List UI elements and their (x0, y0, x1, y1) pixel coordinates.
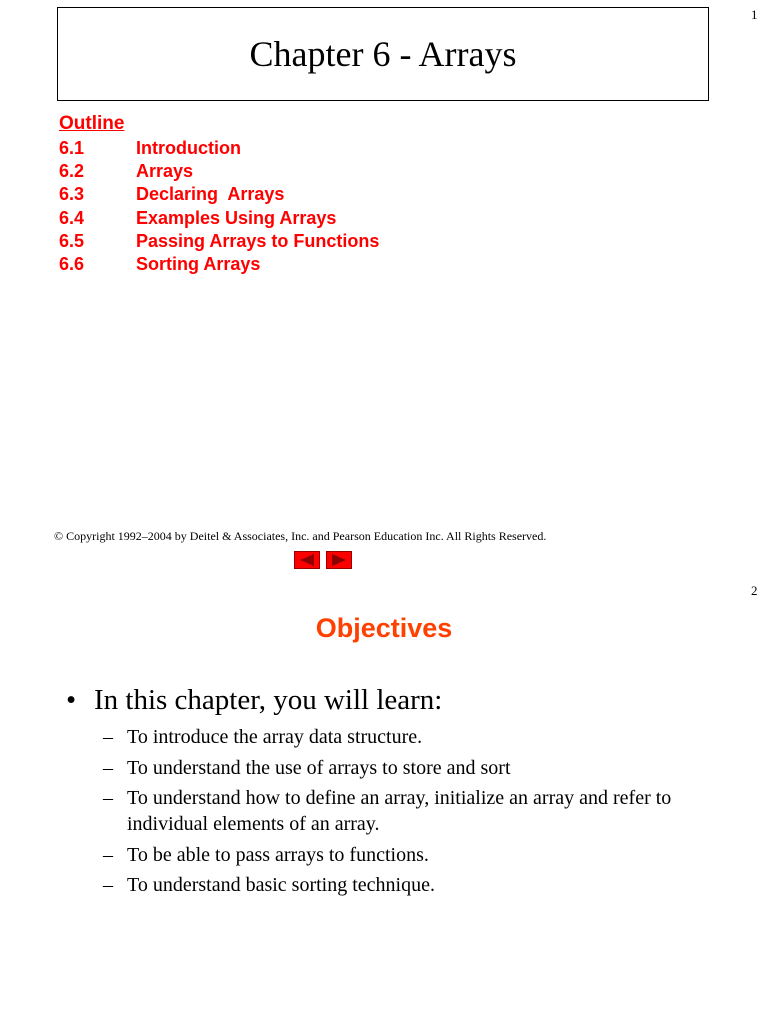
sub-bullet-text: To understand basic sorting technique. (127, 874, 435, 896)
dash-marker: – (103, 787, 113, 809)
dash-marker: – (103, 843, 113, 866)
outline-item-number: 6.3 (59, 184, 85, 205)
objectives-title: Objectives (315, 613, 453, 643)
copyright-notice: © Copyright 1992–2004 by Deitel & Associates, Inc. and Pearson Education Inc. All Rights Reserved. (54, 529, 547, 543)
outline-item (59, 183, 379, 206)
outline-item (59, 207, 379, 230)
outline-item-label: Sorting Arrays (136, 253, 261, 274)
main-bullet (66, 684, 442, 717)
outline-list (59, 137, 379, 276)
outline-item (59, 160, 379, 183)
title-box (57, 7, 709, 101)
sub-bullet-text: To be able to pass arrays to functions. (127, 843, 429, 866)
outline-item-number: 6.6 (59, 253, 85, 274)
sub-bullet (103, 842, 713, 868)
slide-title: Chapter 6 - Arrays (249, 34, 517, 74)
outline-item-label: Introduction (136, 138, 241, 158)
dash-marker: – (103, 726, 113, 748)
outline-item-number: 6.2 (59, 161, 85, 182)
outline-item-number: 6.1 (59, 138, 85, 158)
dash-marker: – (103, 874, 113, 896)
sub-bullet-text: To understand the use of arrays to store and sort (127, 756, 511, 779)
outline-item-label: Examples Using Arrays (136, 207, 337, 228)
outline-item (59, 230, 379, 253)
outline-item-label: Declaring Arrays (136, 184, 285, 205)
outline-item-number: 6.5 (59, 230, 85, 251)
left-arrow-icon (298, 554, 316, 566)
sub-bullet (103, 724, 713, 750)
sub-bullet-text: To introduce the array data structure. (127, 726, 423, 748)
sub-bullet (103, 785, 713, 837)
page-number: 2 (751, 583, 758, 598)
page-number: 1 (751, 7, 758, 22)
next-slide-button[interactable] (326, 551, 352, 569)
previous-slide-button[interactable] (294, 551, 320, 569)
outline-item-label: Passing Arrays to Functions (136, 230, 380, 251)
bullet-marker: • (66, 684, 77, 716)
outline-item-label: Arrays (136, 161, 194, 182)
sub-bullet-text: To understand how to define an array, initialize an array and refer to individual elements of an array. (127, 787, 672, 835)
outline-item-number: 6.4 (59, 207, 85, 228)
outline-item (59, 137, 379, 160)
sub-bullet-list (103, 724, 713, 903)
dash-marker: – (103, 756, 113, 779)
outline-heading: Outline (59, 113, 125, 134)
right-arrow-icon (330, 554, 348, 566)
sub-bullet (103, 755, 713, 781)
main-bullet-text: In this chapter, you will learn: (94, 684, 443, 716)
sub-bullet (103, 872, 713, 898)
outline-item (59, 253, 379, 276)
